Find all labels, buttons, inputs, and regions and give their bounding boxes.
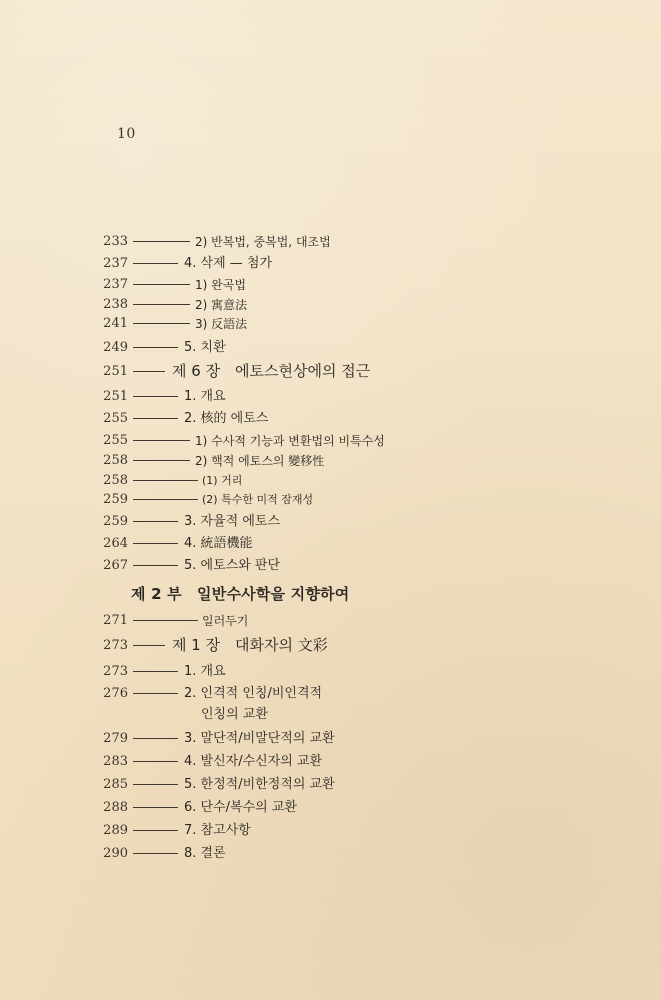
toc-label: 일러두기 [202, 614, 249, 628]
leader-line [133, 761, 178, 762]
toc-label: 제 1 장 대화자의 文彩 [172, 636, 328, 654]
toc-page-number: 241 [103, 316, 128, 331]
toc-page-number: 251 [103, 389, 128, 404]
toc-label: 1. 개요 [184, 664, 226, 679]
toc-label: 1) 수사적 기능과 변환법의 비특수성 [195, 434, 385, 448]
toc-entry [101, 611, 571, 636]
toc-entry [101, 821, 571, 844]
toc-entry [101, 512, 571, 534]
toc-page-number: 288 [103, 800, 128, 815]
toc-entry [101, 752, 571, 775]
toc-label: 5. 치환 [184, 340, 226, 355]
toc-page-number: 273 [103, 638, 128, 653]
toc-part-heading [101, 584, 571, 611]
toc-entry [101, 534, 571, 556]
toc-label: 5. 에토스와 판단 [184, 558, 281, 573]
toc-label: 제 6 장 에토스현상에의 접근 [172, 362, 371, 380]
toc-label: 3. 자율적 에토스 [184, 514, 281, 529]
toc-page-number: 289 [103, 823, 128, 838]
toc-entry [101, 314, 571, 338]
toc-page-number: 285 [103, 777, 128, 792]
leader-line [133, 565, 178, 566]
leader-line [133, 304, 190, 305]
toc-page-number: 264 [103, 536, 128, 551]
toc-page-number: 276 [103, 686, 128, 701]
toc-page-number: 233 [103, 234, 128, 249]
toc-entry [101, 451, 571, 471]
toc-entry [101, 362, 571, 387]
toc-label: 4. 삭제 — 첨가 [184, 256, 273, 271]
toc-label: 제 2 부 일반수사학을 지향하여 [131, 585, 350, 603]
toc-page-number: 290 [103, 846, 128, 861]
toc-page-number: 251 [103, 364, 128, 379]
leader-line [133, 853, 178, 854]
toc-label: 7. 참고사항 [184, 823, 251, 838]
toc-page-number: 273 [103, 664, 128, 679]
toc-entry [101, 254, 571, 275]
leader-line [133, 693, 178, 694]
leader-line [133, 543, 178, 544]
toc-entry [101, 729, 571, 752]
toc-entry [101, 387, 571, 409]
leader-line [133, 620, 198, 621]
leader-line [133, 440, 190, 441]
toc-label: 1. 개요 [184, 389, 226, 404]
toc-label: 5. 한정적/비한정적의 교환 [184, 777, 335, 792]
toc-entry [101, 775, 571, 798]
toc-entry [101, 490, 571, 512]
toc-label: 2. 核的 에토스 [184, 411, 269, 426]
leader-line [133, 480, 198, 481]
toc-label: 6. 단수/복수의 교환 [184, 800, 297, 815]
leader-line [133, 521, 178, 522]
toc-entry [101, 798, 571, 821]
toc-label: 2) 반복법, 중복법, 대조법 [195, 235, 331, 249]
toc-page-number: 259 [103, 514, 128, 529]
toc-page-number: 258 [103, 453, 128, 468]
leader-line [133, 396, 178, 397]
toc-page-number: 259 [103, 492, 128, 507]
leader-line [133, 241, 190, 242]
toc-entry [101, 275, 571, 295]
toc-entry [101, 556, 571, 584]
toc-page-number: 271 [103, 613, 128, 628]
table-of-contents [101, 232, 571, 867]
toc-page-number: 237 [103, 277, 128, 292]
leader-line [133, 830, 178, 831]
toc-label: (1) 거리 [202, 474, 243, 487]
toc-entry [101, 636, 571, 662]
toc-entry [101, 844, 571, 867]
leader-line [133, 671, 178, 672]
leader-line [133, 418, 178, 419]
leader-line [133, 784, 178, 785]
toc-page-number: 255 [103, 411, 128, 426]
toc-page-number: 279 [103, 731, 128, 746]
leader-line [133, 284, 190, 285]
toc-entry [101, 431, 571, 451]
toc-page-number: 267 [103, 558, 128, 573]
toc-label: 2) 핵적 에토스의 變移性 [195, 454, 325, 468]
toc-entry [101, 338, 571, 362]
toc-page-number: 283 [103, 754, 128, 769]
leader-line [133, 645, 165, 646]
page-number: 10 [117, 126, 136, 142]
toc-page-number: 238 [103, 297, 128, 312]
toc-page-number: 255 [103, 433, 128, 448]
toc-label-continuation: 인칭의 교환 [201, 707, 268, 722]
toc-page-number: 237 [103, 256, 128, 271]
toc-entry [101, 409, 571, 431]
toc-label: 4. 統語機能 [184, 536, 253, 551]
leader-line [133, 807, 178, 808]
toc-label: 4. 발신자/수신자의 교환 [184, 754, 323, 769]
toc-page-number: 258 [103, 473, 128, 488]
toc-label: 1) 완곡법 [195, 278, 246, 292]
toc-entry [101, 471, 571, 490]
toc-entry [101, 295, 571, 314]
toc-label: 3) 反語法 [195, 317, 248, 331]
leader-line [133, 738, 178, 739]
leader-line [133, 460, 190, 461]
toc-label: (2) 특수한 미적 잠재성 [202, 493, 314, 506]
leader-line [133, 347, 178, 348]
toc-label: 8. 결론 [184, 846, 226, 861]
toc-entry [101, 232, 571, 254]
toc-entry [101, 684, 571, 729]
toc-page-number: 249 [103, 340, 128, 355]
toc-label: 2) 寓意法 [195, 298, 248, 312]
toc-entry [101, 662, 571, 684]
leader-line [133, 323, 190, 324]
toc-label: 3. 말단적/비말단적의 교환 [184, 731, 335, 746]
toc-label: 2. 인격적 인칭/비인격적 [184, 686, 323, 701]
leader-line [133, 499, 198, 500]
leader-line [133, 371, 165, 372]
leader-line [133, 263, 178, 264]
